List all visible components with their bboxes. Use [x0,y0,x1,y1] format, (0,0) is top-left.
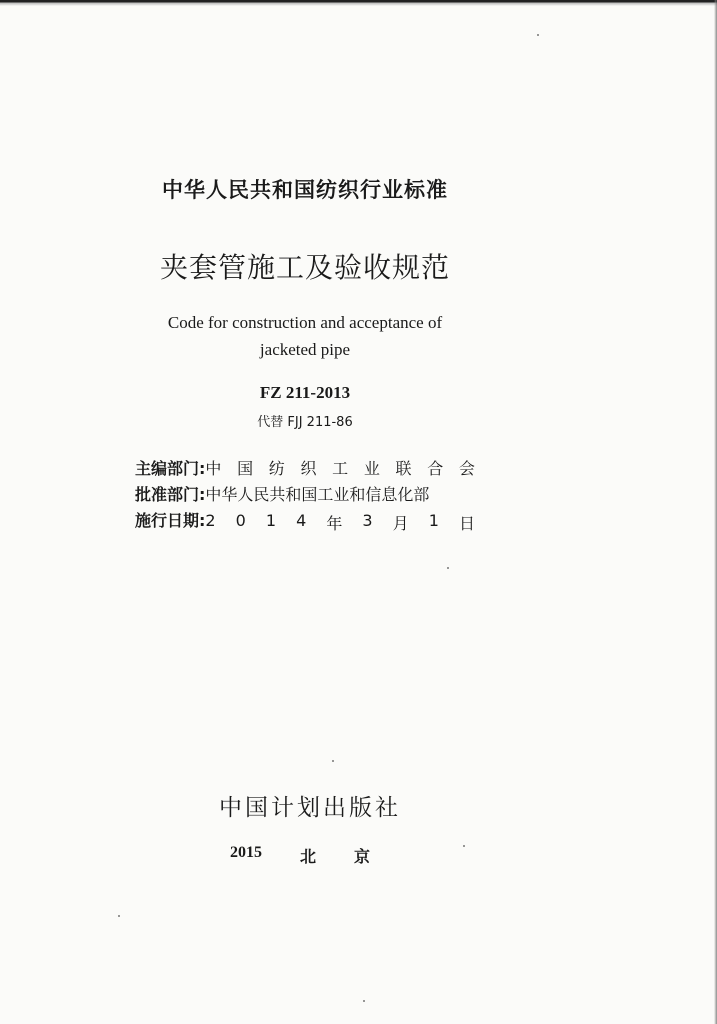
replaces-standard: 代替 FJJ 211-86 [257,415,353,430]
editor-char: 纺 [268,459,285,478]
editor-char: 合 [427,459,444,478]
scan-speck [118,915,120,917]
editor-value [205,456,475,479]
english-title-line-2: jacketed pipe [259,340,351,359]
standard-code: FZ 211-2013 [259,383,351,402]
scan-speck [537,34,539,36]
approver-value: 中华人民共和国工业和信息化部 [205,485,430,504]
editor-char: 中 [205,459,222,478]
date-char: 日 [458,514,475,533]
editor-char: 织 [300,459,317,478]
editor-row [135,456,475,482]
date-char: 0 [235,511,246,530]
issuance-info [135,456,475,534]
publication-line [230,844,370,867]
scan-speck [463,845,465,847]
scan-top-edge [0,0,717,6]
effective-date-label: 施行日期: [135,511,206,530]
scan-speck [332,760,334,762]
document-title-chinese: 夹套管施工及验收规范 [159,251,450,284]
document-title-english [140,309,470,363]
editor-char: 国 [237,459,254,478]
approver-label: 批准部门: [135,485,206,504]
city-char: 北 [299,847,316,866]
english-title-line-1: Code for construction and acceptance of [167,313,443,332]
date-char: 3 [362,511,373,530]
date-char: 1 [428,511,439,530]
approver-row [135,482,475,508]
city-char: 京 [353,847,370,866]
editor-char: 工 [332,459,349,478]
effective-date-value [205,511,475,534]
date-char: 2 [205,511,216,530]
editor-char: 联 [395,459,412,478]
editor-label: 主编部门: [135,459,206,478]
publication-year: 2015 [230,844,262,861]
publication-city [300,844,370,867]
industry-standard-heading: 中华人民共和国纺织行业标准 [162,178,448,202]
date-char: 1 [265,511,277,530]
scan-speck [363,1000,365,1002]
date-char: 月 [392,514,409,533]
editor-char: 业 [363,459,380,478]
publisher-name: 中国计划出版社 [219,795,401,821]
effective-date-row [135,508,475,534]
scan-speck [447,567,449,569]
date-char: 4 [296,511,307,530]
date-char: 年 [326,514,343,533]
editor-char: 会 [458,459,475,478]
